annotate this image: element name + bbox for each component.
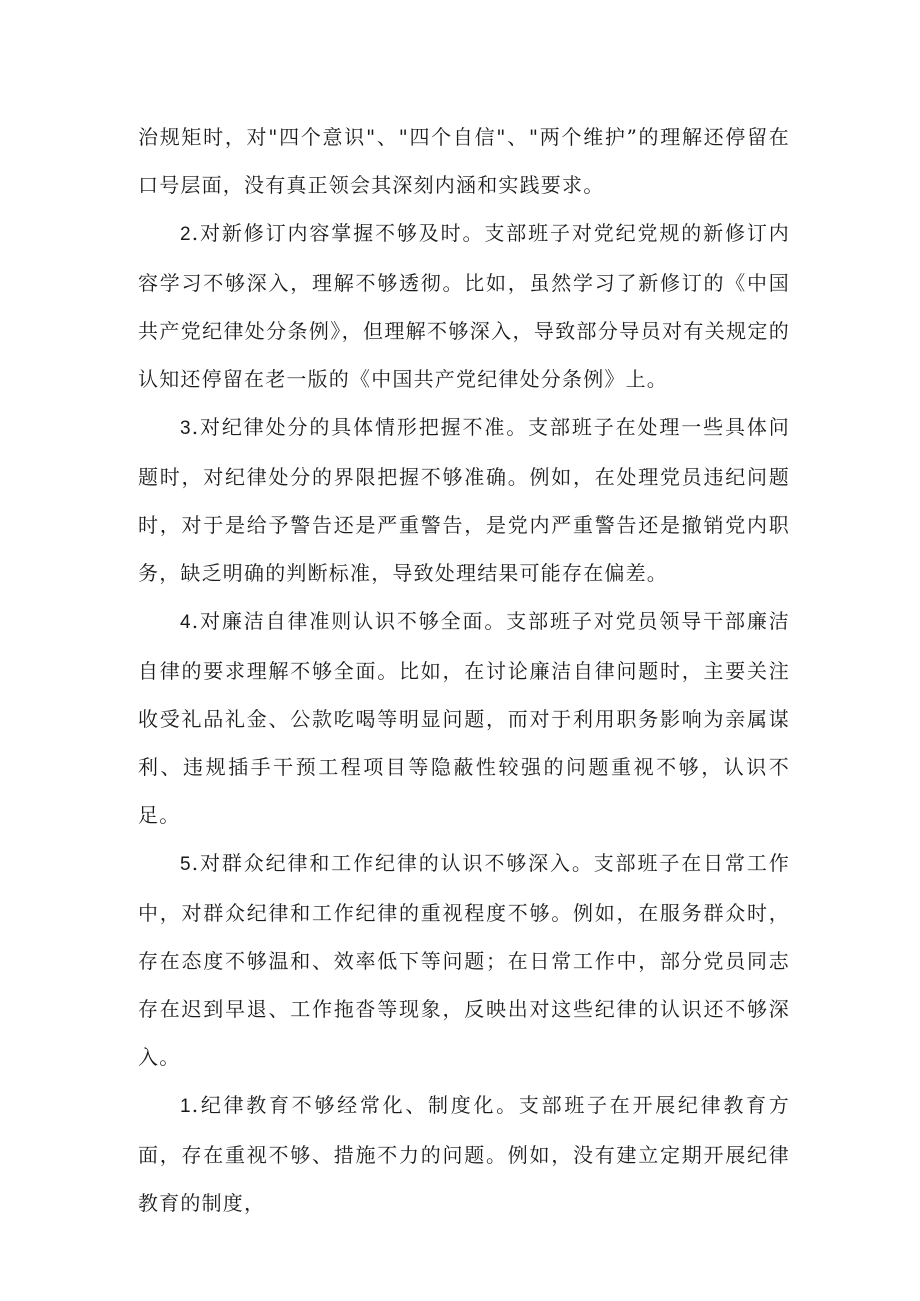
- paragraph-item-4: [138, 597, 790, 839]
- paragraph-continuation: [138, 113, 790, 209]
- paragraph-text: .对纪律处分的具体情形把握不准。支部班子在处理一些具体问题时，对纪律处分的界限把握不够准确。例如，在处理党员违纪问题时，对于是给予警告还是严重警告，是党内严重警告还是撤销党内职务，缺乏明确的判断标准，导致处理结果可能存在偏差。: [138, 415, 790, 585]
- paragraph-text: .纪律教育不够经常化、制度化。支部班子在开展纪律教育方面，存在重视不够、措施不力的问题。例如，没有建立定期开展纪律教育的制度，: [138, 1093, 790, 1215]
- paragraph-number: 3: [180, 418, 192, 439]
- paragraph-item-2: [138, 209, 790, 403]
- paragraph-text: .对新修订内容掌握不够及时。支部班子对党纪党规的新修订内容学习不够深入，理解不够透彻。比如，虽然学习了新修订的《中国共产党纪律处分条例》，但理解不够深入，导致部分导员对有关规定的认知还停留在老一版的《中国共产党纪律处分条例》上。: [138, 221, 790, 391]
- paragraph-text: .对廉洁自律准则认识不够全面。支部班子对党员领导干部廉洁自律的要求理解不够全面。比如，在讨论廉洁自律问题时，主要关注收受礼品礼金、公款吃喝等明显问题，而对于利用职务影响为亲属谋利、违规插手干预工程项目等隐蔽性较强的问题重视不够，认识不足。: [138, 609, 790, 827]
- paragraph-number: 5: [180, 854, 192, 875]
- paragraph-number: 2: [180, 224, 192, 245]
- document-body: [138, 113, 790, 1227]
- paragraph-text: .对群众纪律和工作纪律的认识不够深入。支部班子在日常工作中，对群众纪律和工作纪律的重视程度不够。例如，在服务群众时，存在态度不够温和、效率低下等问题；在日常工作中，部分党员同志存在迟到早退、工作拖沓等现象，反映出对这些纪律的认识还不够深入。: [138, 851, 790, 1069]
- paragraph-text: 治规矩时，对"四个意识"、"四个自信"、"两个维护”的理解还停留在口号层面，没有真正领会其深刻内涵和实践要求。: [138, 125, 790, 197]
- paragraph-number: 4: [180, 612, 192, 633]
- paragraph-item-3: [138, 403, 790, 597]
- paragraph-item-5: [138, 839, 790, 1081]
- paragraph-number: 1: [180, 1096, 192, 1117]
- paragraph-item-1: [138, 1081, 790, 1227]
